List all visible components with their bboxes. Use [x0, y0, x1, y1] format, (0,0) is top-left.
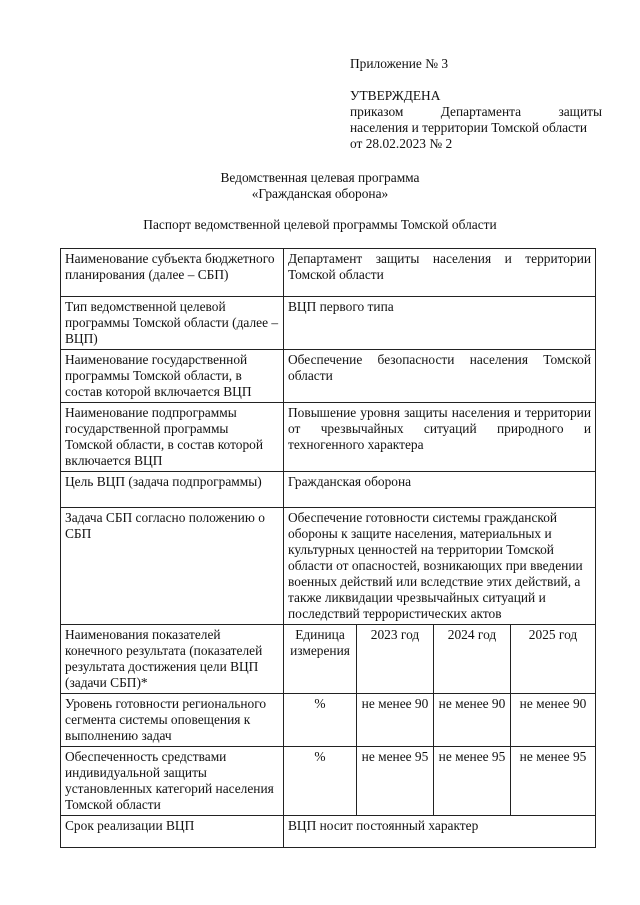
table-row	[61, 403, 596, 472]
unit-header: Единица измерения	[284, 625, 357, 694]
row-value: Гражданская оборона	[284, 472, 596, 508]
passport-table	[60, 248, 596, 848]
indicator-value: не менее 95	[357, 747, 434, 816]
program-title-line2: «Гражданская оборона»	[251, 186, 389, 201]
indicator-value: не менее 90	[357, 694, 434, 747]
approval-order-line	[350, 104, 602, 120]
row-value: Обеспечение готовности системы гражданской обороны к защите населения, материальных и культурных ценностей на территории Томской области от опасностей, возникающих при введении военных действий или вследствие этих действий, а также ликвидации чрезвычайных ситуаций и последствий террористических актов	[284, 508, 596, 625]
approved-heading: УТВЕРЖДЕНА	[350, 88, 441, 103]
program-title	[0, 170, 640, 202]
row-value: Департамент защиты населения и территории Томской области	[284, 249, 596, 297]
approval-date: от 28.02.2023 № 2	[350, 136, 453, 151]
indicator-value: не менее 95	[434, 747, 511, 816]
row-label: Срок реализации ВЦП	[61, 816, 284, 848]
table-row	[61, 350, 596, 403]
program-title-line1: Ведомственная целевая программа	[220, 170, 420, 185]
row-label: Цель ВЦП (задача подпрограммы)	[61, 472, 284, 508]
table-row	[61, 472, 596, 508]
indicator-label: Обеспеченность средствами индивидуальной защиты установленных категорий населения Томской области	[61, 747, 284, 816]
row-label: Наименование подпрограммы государственной программы Томской области, в состав которой включается ВЦП	[61, 403, 284, 472]
row-label: Тип ведомственной целевой программы Томской области (далее – ВЦП)	[61, 297, 284, 350]
order-word: защиты	[558, 104, 602, 119]
table-row	[61, 508, 596, 625]
approval-department: населения и территории Томской области	[350, 120, 588, 135]
indicator-row	[61, 747, 596, 816]
table-row	[61, 297, 596, 350]
row-label: Задача СБП согласно положению о СБП	[61, 508, 284, 625]
table-row	[61, 249, 596, 297]
indicator-value: не менее 95	[511, 747, 596, 816]
indicators-header-row	[61, 625, 596, 694]
indicator-label: Уровень готовности регионального сегмента системы оповещения к выполнению задач	[61, 694, 284, 747]
indicator-value: не менее 90	[434, 694, 511, 747]
indicator-unit: %	[284, 694, 357, 747]
row-value: Обеспечение безопасности населения Томской области	[284, 350, 596, 403]
indicator-value: не менее 90	[511, 694, 596, 747]
row-value: ВЦП носит постоянный характер	[284, 816, 596, 848]
appendix-number: Приложение № 3	[350, 56, 449, 71]
year-header: 2025 год	[511, 625, 596, 694]
approval-block	[350, 56, 602, 152]
row-label: Наименование субъекта бюджетного планирования (далее – СБП)	[61, 249, 284, 297]
year-header: 2023 год	[357, 625, 434, 694]
row-label: Наименование государственной программы Томской области, в состав которой включается ВЦП	[61, 350, 284, 403]
order-word: Департамента	[440, 104, 522, 119]
indicators-header-label: Наименования показателей конечного результата (показателей результата достижения цели ВЦП (задачи СБП)*	[61, 625, 284, 694]
row-value: ВЦП первого типа	[284, 297, 596, 350]
indicator-unit: %	[284, 747, 357, 816]
row-value: Повышение уровня защиты населения и территории от чрезвычайных ситуаций природного и техногенного характера	[284, 403, 596, 472]
order-word: приказом	[350, 104, 404, 119]
passport-title: Паспорт ведомственной целевой программы Томской области	[143, 217, 497, 232]
indicator-row	[61, 694, 596, 747]
table-row	[61, 816, 596, 848]
year-header: 2024 год	[434, 625, 511, 694]
